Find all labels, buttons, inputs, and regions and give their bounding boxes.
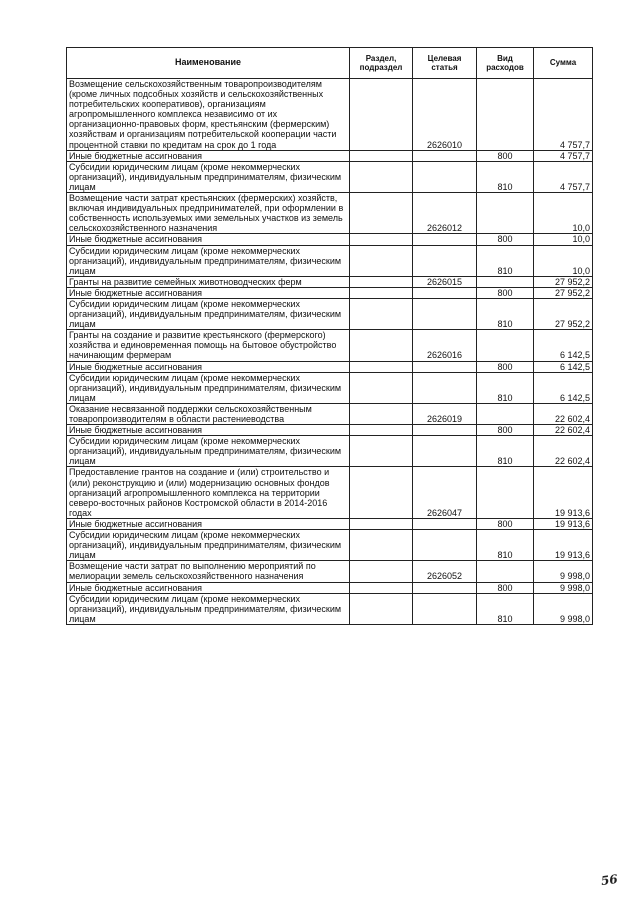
table-row (67, 518, 593, 529)
cell-section (350, 245, 413, 276)
table-row (67, 234, 593, 245)
cell-sum: 10,0 (534, 193, 593, 234)
cell-name: Иные бюджетные ассигнования (67, 425, 350, 436)
table-row (67, 298, 593, 329)
cell-name: Иные бюджетные ассигнования (67, 234, 350, 245)
cell-sum: 4 757,7 (534, 79, 593, 151)
cell-section (350, 467, 413, 518)
cell-kind: 810 (477, 298, 534, 329)
cell-name: Предоставление грантов на создание и (или) строительство и (или) реконструкцию и (или) модернизацию основных фондов организаций агропромышленного комплекса на территории северо-восточных районов Костромской области в 2014-2016 годах (67, 467, 350, 518)
cell-name: Возмещение сельскохозяйственным товаропроизводителям (кроме личных подсобных хозяйств и сельскохозяйственных потребительских кооперативов), организациям агропромышленного комплекса независимо от их организационно-правовых форм, крестьянским (фермерским) хозяйствам и организациям потребительской кооперации части процентной ставки по кредитам на срок до 1 года (67, 79, 350, 151)
cell-article (413, 593, 477, 624)
cell-article: 2626010 (413, 79, 477, 151)
cell-section (350, 287, 413, 298)
table-row (67, 245, 593, 276)
cell-article: 2626052 (413, 561, 477, 582)
table-body (67, 79, 593, 625)
header-article: Целевая статья (413, 48, 477, 79)
cell-sum: 6 142,5 (534, 330, 593, 361)
cell-name: Субсидии юридическим лицам (кроме некоммерческих организаций), индивидуальным предпринимателям, физическим лицам (67, 436, 350, 467)
table-row (67, 150, 593, 161)
cell-article (413, 361, 477, 372)
cell-name: Иные бюджетные ассигнования (67, 361, 350, 372)
cell-section (350, 530, 413, 561)
header-sum: Сумма (534, 48, 593, 79)
cell-section (350, 582, 413, 593)
cell-article (413, 287, 477, 298)
cell-article (413, 245, 477, 276)
cell-section (350, 372, 413, 403)
table-row (67, 361, 593, 372)
cell-article: 2626016 (413, 330, 477, 361)
cell-kind (477, 79, 534, 151)
cell-name: Иные бюджетные ассигнования (67, 287, 350, 298)
cell-name: Субсидии юридическим лицам (кроме некоммерческих организаций), индивидуальным предпринимателям, физическим лицам (67, 245, 350, 276)
cell-section (350, 234, 413, 245)
cell-sum: 9 998,0 (534, 561, 593, 582)
header-kind: Вид расходов (477, 48, 534, 79)
cell-article: 2626019 (413, 403, 477, 424)
cell-article: 2626047 (413, 467, 477, 518)
table-row (67, 436, 593, 467)
cell-name: Субсидии юридическим лицам (кроме некоммерческих организаций), индивидуальным предпринимателям, физическим лицам (67, 593, 350, 624)
cell-kind: 800 (477, 287, 534, 298)
cell-sum: 19 913,6 (534, 530, 593, 561)
table-row (67, 403, 593, 424)
cell-sum: 22 602,4 (534, 436, 593, 467)
cell-kind: 800 (477, 582, 534, 593)
cell-sum: 19 913,6 (534, 467, 593, 518)
cell-sum: 19 913,6 (534, 518, 593, 529)
cell-section (350, 161, 413, 192)
table-header (67, 48, 593, 79)
cell-section (350, 150, 413, 161)
cell-section (350, 403, 413, 424)
cell-name: Оказание несвязанной поддержки сельскохозяйственным товаропроизводителям в области растениеводства (67, 403, 350, 424)
cell-kind (477, 403, 534, 424)
header-name: Наименование (67, 48, 350, 79)
cell-sum: 9 998,0 (534, 593, 593, 624)
cell-name: Возмещение части затрат крестьянских (фермерских) хозяйств, включая индивидуальных предпринимателей, при оформлении в собственность используемых ими земельных участков из земель сельскохозяйственного назначения (67, 193, 350, 234)
cell-sum: 27 952,2 (534, 276, 593, 287)
cell-name: Гранты на создание и развитие крестьянского (фермерского) хозяйства и единовременная помощь на бытовое обустройство начинающим фермерам (67, 330, 350, 361)
cell-name: Иные бюджетные ассигнования (67, 582, 350, 593)
cell-kind: 810 (477, 530, 534, 561)
cell-section (350, 425, 413, 436)
cell-kind: 800 (477, 361, 534, 372)
header-section: Раздел, подраздел (350, 48, 413, 79)
cell-article: 2626015 (413, 276, 477, 287)
cell-sum: 6 142,5 (534, 361, 593, 372)
cell-article (413, 161, 477, 192)
cell-section (350, 593, 413, 624)
cell-name: Субсидии юридическим лицам (кроме некоммерческих организаций), индивидуальным предпринимателям, физическим лицам (67, 372, 350, 403)
cell-kind: 810 (477, 436, 534, 467)
cell-kind: 810 (477, 593, 534, 624)
cell-kind: 800 (477, 150, 534, 161)
table-row (67, 372, 593, 403)
cell-name: Возмещение части затрат по выполнению мероприятий по мелиорации земель сельскохозяйственного назначения (67, 561, 350, 582)
cell-section (350, 561, 413, 582)
cell-sum: 10,0 (534, 234, 593, 245)
cell-article (413, 372, 477, 403)
cell-article (413, 298, 477, 329)
table-row (67, 330, 593, 361)
cell-kind: 800 (477, 234, 534, 245)
table-row (67, 467, 593, 518)
table-row (67, 193, 593, 234)
cell-section (350, 276, 413, 287)
cell-sum: 9 998,0 (534, 582, 593, 593)
table-row (67, 530, 593, 561)
cell-kind (477, 193, 534, 234)
table-row (67, 593, 593, 624)
cell-article (413, 150, 477, 161)
cell-sum: 22 602,4 (534, 403, 593, 424)
table-row (67, 561, 593, 582)
cell-name: Субсидии юридическим лицам (кроме некоммерческих организаций), индивидуальным предпринимателям, физическим лицам (67, 298, 350, 329)
cell-kind: 810 (477, 161, 534, 192)
cell-section (350, 330, 413, 361)
table-row (67, 287, 593, 298)
cell-name: Иные бюджетные ассигнования (67, 150, 350, 161)
cell-article (413, 425, 477, 436)
cell-kind: 810 (477, 245, 534, 276)
cell-name: Субсидии юридическим лицам (кроме некоммерческих организаций), индивидуальным предпринимателям, физическим лицам (67, 161, 350, 192)
page-number: 56 (600, 871, 619, 889)
cell-name: Иные бюджетные ассигнования (67, 518, 350, 529)
cell-article (413, 234, 477, 245)
table-row (67, 425, 593, 436)
cell-section (350, 518, 413, 529)
cell-kind (477, 561, 534, 582)
budget-table (66, 47, 593, 625)
cell-kind (477, 276, 534, 287)
cell-name: Субсидии юридическим лицам (кроме некоммерческих организаций), индивидуальным предпринимателям, физическим лицам (67, 530, 350, 561)
cell-kind (477, 330, 534, 361)
cell-sum: 27 952,2 (534, 287, 593, 298)
cell-name: Гранты на развитие семейных животноводческих ферм (67, 276, 350, 287)
cell-section (350, 79, 413, 151)
cell-article (413, 530, 477, 561)
cell-article: 2626012 (413, 193, 477, 234)
cell-kind: 800 (477, 518, 534, 529)
cell-section (350, 298, 413, 329)
cell-sum: 4 757,7 (534, 161, 593, 192)
cell-sum: 27 952,2 (534, 298, 593, 329)
cell-kind (477, 467, 534, 518)
cell-article (413, 582, 477, 593)
cell-article (413, 436, 477, 467)
table-row (67, 161, 593, 192)
cell-sum: 4 757,7 (534, 150, 593, 161)
cell-section (350, 436, 413, 467)
cell-sum: 10,0 (534, 245, 593, 276)
cell-section (350, 193, 413, 234)
table-row (67, 582, 593, 593)
cell-sum: 6 142,5 (534, 372, 593, 403)
cell-section (350, 361, 413, 372)
cell-article (413, 518, 477, 529)
table-row (67, 276, 593, 287)
table-row (67, 79, 593, 151)
cell-kind: 800 (477, 425, 534, 436)
cell-sum: 22 602,4 (534, 425, 593, 436)
cell-kind: 810 (477, 372, 534, 403)
